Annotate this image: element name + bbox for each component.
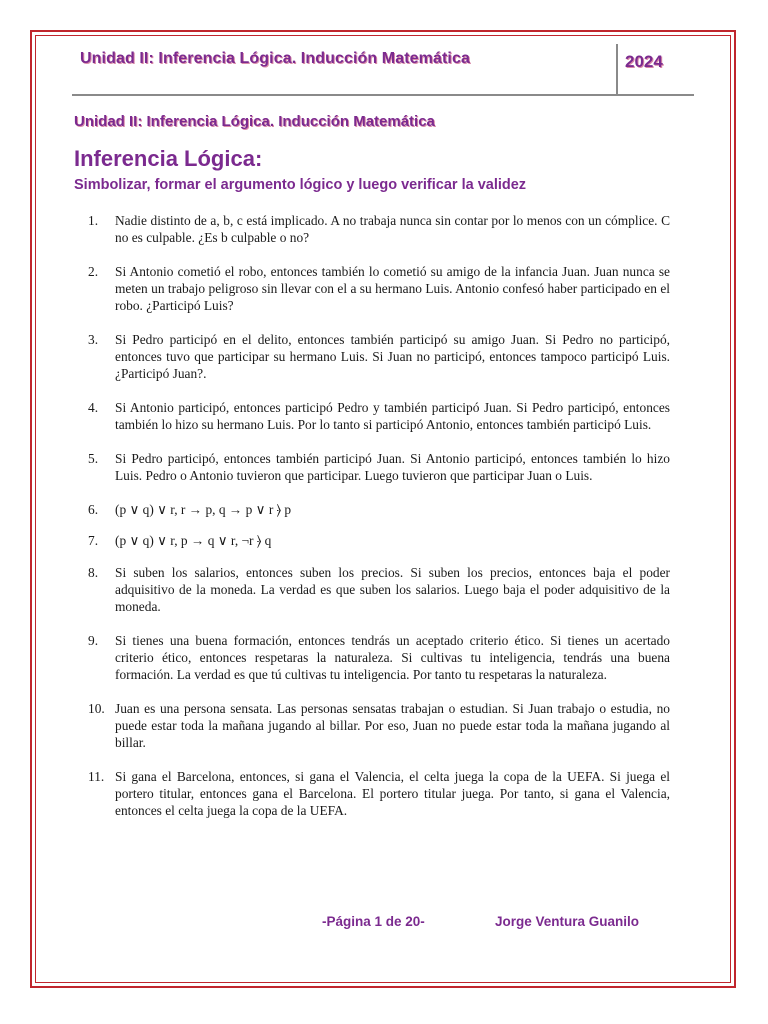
problem-number: 6. [88,502,99,517]
problem-text: Si gana el Barcelona, entonces, si gana el Valencia, el celta juega la copa de la UEFA. Si juega el portero titular, entonces gana el Barcelona. El portero titular juega. Por tanto, si gana el Valencia, entonces el celta juega la copa de la UEFA. [115,769,670,818]
problem-number: 11. [88,769,105,784]
footer-author: Jorge Ventura Guanilo [495,914,640,929]
problem-number: 7. [88,533,99,548]
problem-text: Juan es una persona sensata. Las personas sensatas trabajan o estudian. Si Juan trabajo o estudia, no puede estar toda la mañana jugando al billar. Por eso, Juan no puede estar toda la mañana jugando al billar. [115,701,670,750]
problem-formula: (p ∨ q) ∨ r, p → q ∨ r, ¬r ⦒ q [115,533,272,548]
section-title: Inferencia Lógica: [74,146,263,171]
problem-number: 5. [88,451,99,466]
problem-number: 3. [88,332,99,347]
problem-item [88,399,670,433]
problem-item [88,632,670,683]
problem-item [88,212,670,246]
problem-item [88,501,670,518]
header-divider-horizontal [72,94,694,96]
problem-item [88,564,670,615]
problem-text: Si tienes una buena formación, entonces tendrás un aceptado criterio ético. Si tienes un acertado criterio ético, entonces respetaras la naturaleza. Si cultivas tu inteligencia, tendrás una buena formación. La verdad es que tú cultivas tu inteligencia. Por tanto tu respetaras la naturaleza. [115,633,670,682]
problem-item [88,331,670,382]
problem-text: Si Antonio participó, entonces participó Pedro y también participó Juan. Si Pedro participó, entonces también lo hizo su hermano Luis. Por lo tanto si participó Antonio, entonces también participó Luis. [115,400,670,432]
problem-item [88,450,670,484]
problem-item [88,700,670,751]
problem-item [88,768,670,819]
problem-list [88,212,670,819]
problem-text: Si suben los salarios, entonces suben los precios. Si suben los precios, entonces baja el poder adquisitivo de la moneda. La verdad es que suben los salarios. Luego baja el poder adquisitivo de la moneda. [115,565,670,614]
problem-number: 2. [88,264,99,279]
problem-number: 4. [88,400,99,415]
problem-number: 8. [88,565,99,580]
problem-number: 1. [88,213,99,228]
problem-number: 10. [88,701,105,716]
problem-text: Si Antonio cometió el robo, entonces también lo cometió su amigo de la infancia Juan. Juan nunca se meten un trabajo peligroso sin llevar con el a su hermano Luis. Antonio confesó haber participado en el robo. ¿Participó Luis? [115,264,670,313]
header-divider-vertical [616,44,618,94]
problem-text: Nadie distinto de a, b, c está implicado. A no trabaja nunca sin contar por lo menos con un cómplice. C no es culpable. ¿Es b culpable o no? [115,213,670,245]
header-year: 2024 [625,52,663,71]
problem-item [88,532,670,549]
problem-text: Si Pedro participó en el delito, entonces también participó su amigo Juan. Si Pedro no participó, entonces tuvo que participar su hermano Luis. Si Juan no participó, entonces tampoco participó Luis. ¿Participó Juan?. [115,332,670,381]
problem-number: 9. [88,633,99,648]
unit-subheader: Unidad II: Inferencia Lógica. Inducción Matemática [74,113,435,130]
problem-formula: (p ∨ q) ∨ r, r → p, q → p ∨ r ⦒ p [115,502,292,517]
problem-item [88,263,670,314]
footer-page-number: -Página 1 de 20- [322,914,425,929]
section-subtitle: Simbolizar, formar el argumento lógico y luego verificar la validez [74,177,527,193]
header-title: Unidad II: Inferencia Lógica. Inducción Matemática [80,50,470,67]
problem-text: Si Pedro participó, entonces también participó Juan. Si Antonio participó, entonces también lo hizo Luis. Pedro o Antonio tuvieron que participar. Luego tuvieron que participar Juan o Luis. [115,451,670,483]
